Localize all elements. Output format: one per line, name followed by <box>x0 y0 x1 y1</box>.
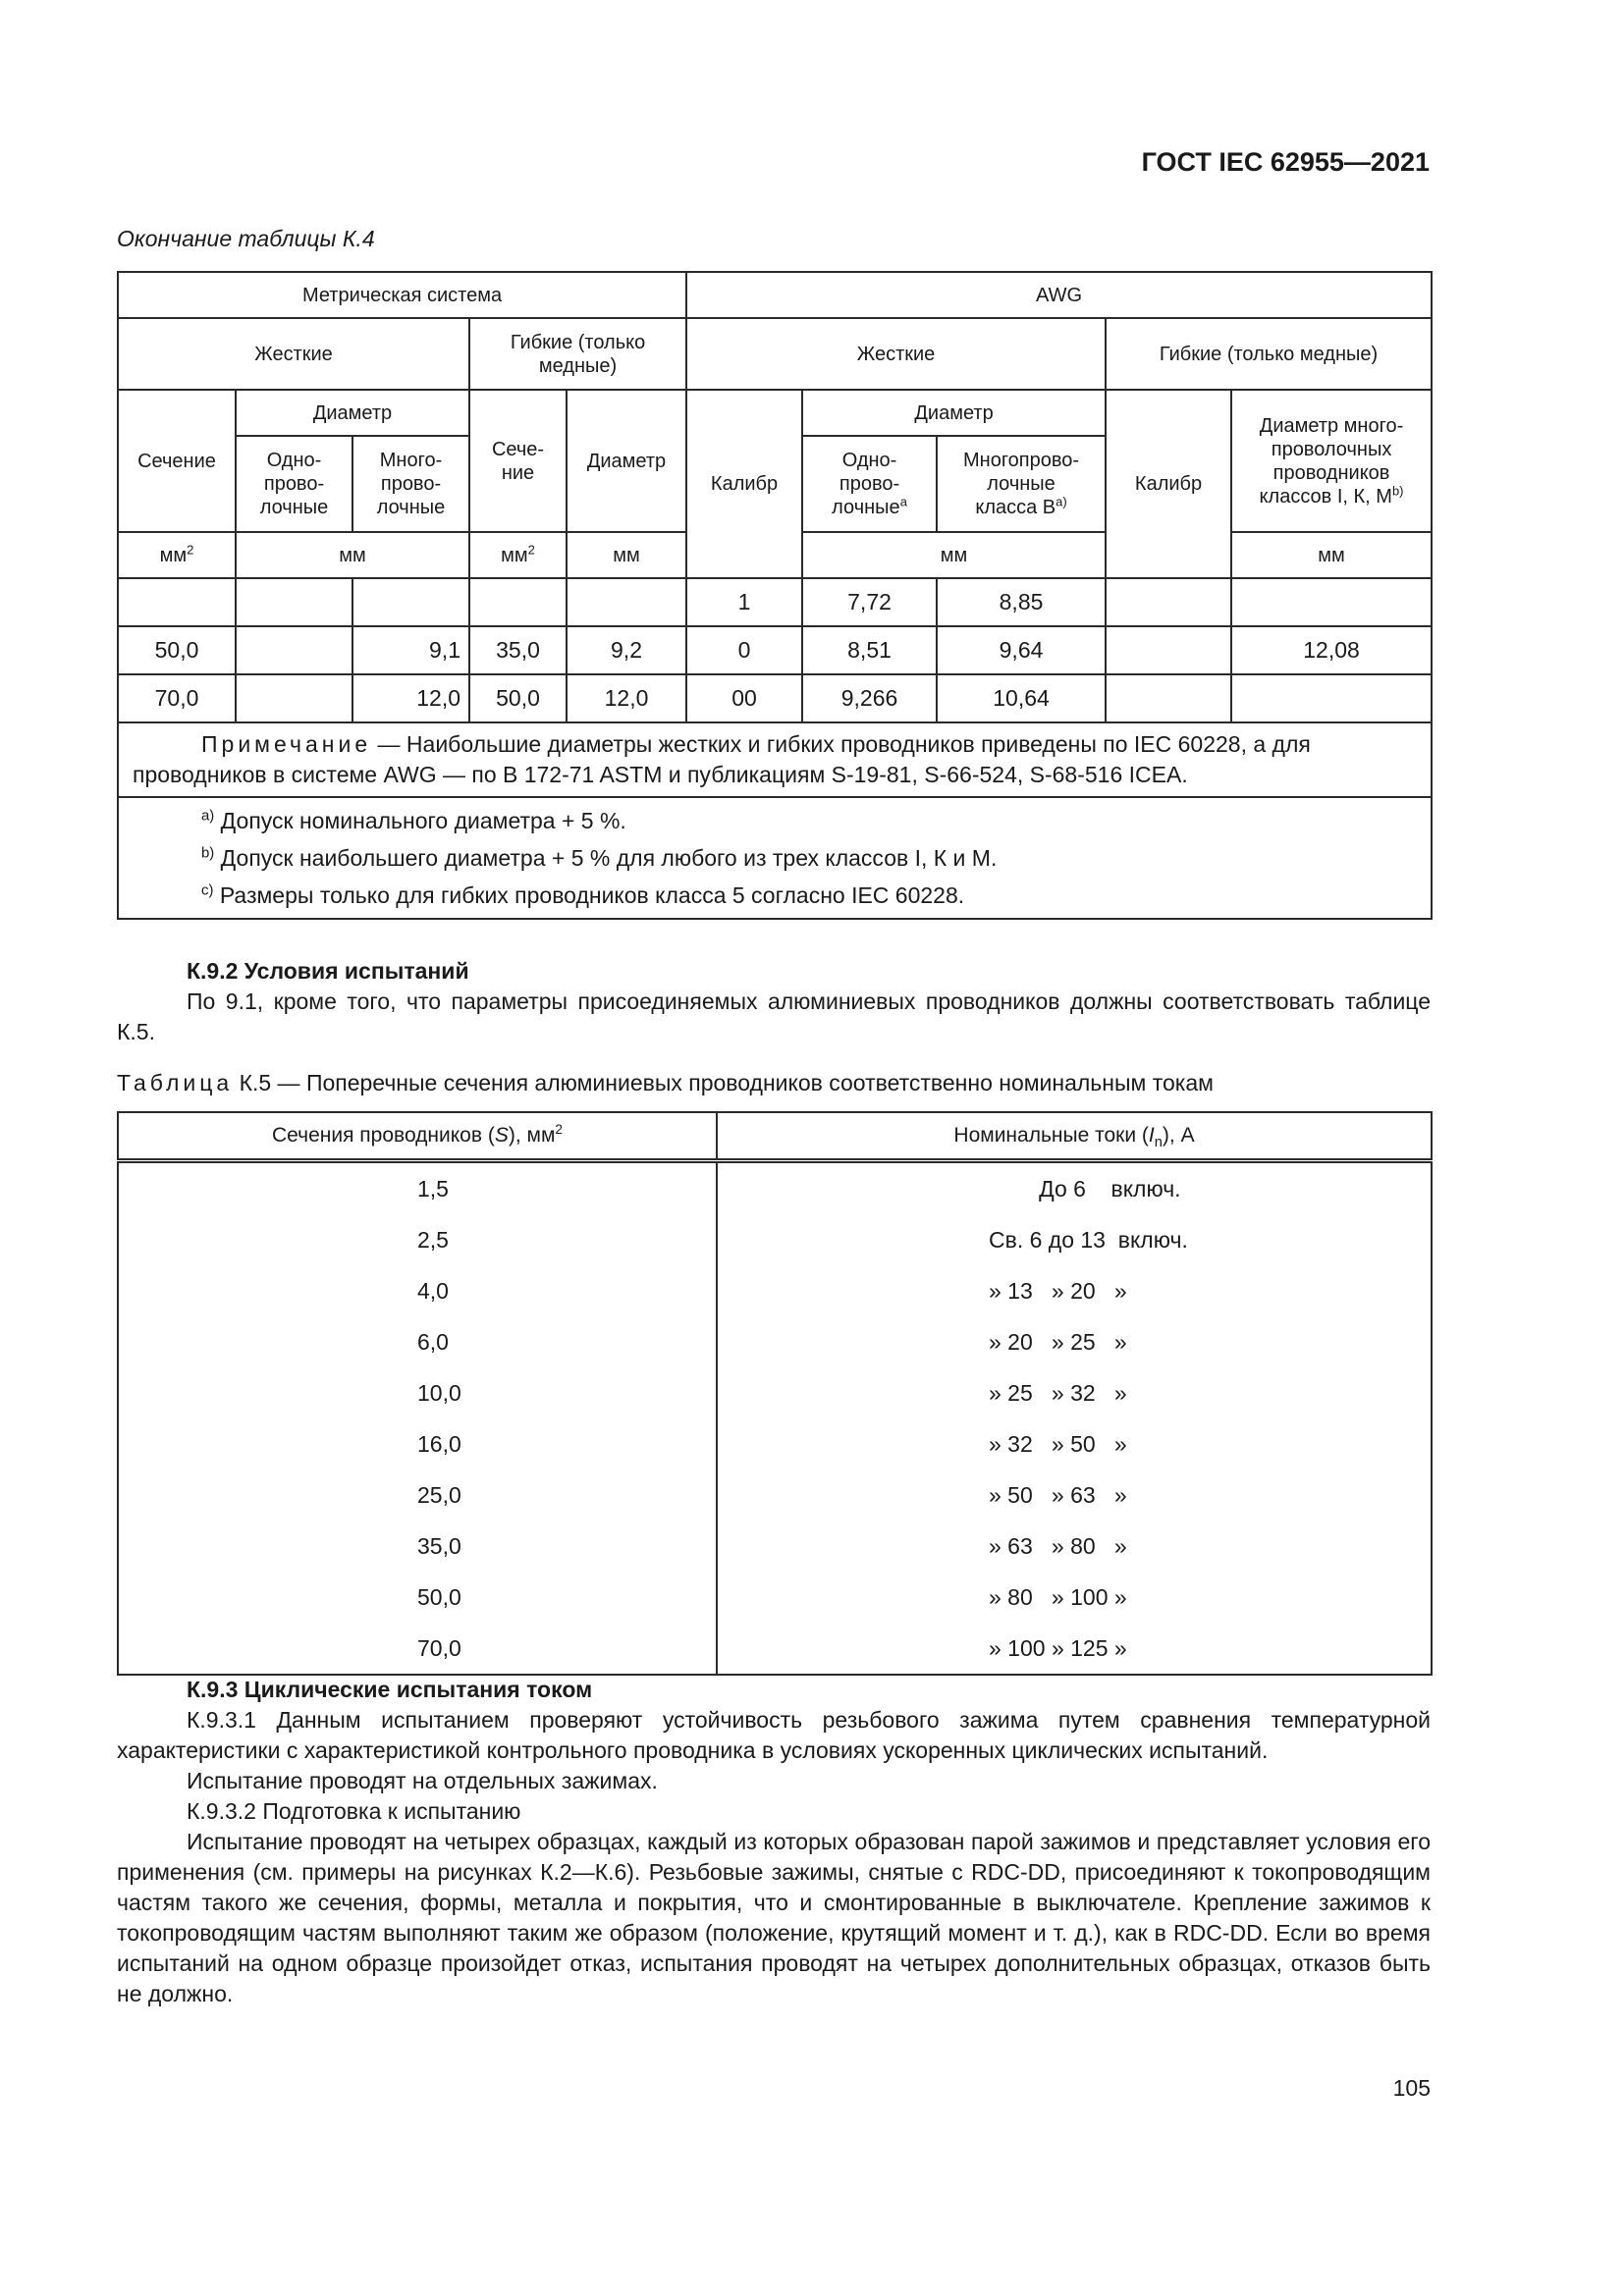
cell <box>1106 626 1231 674</box>
current-value: » 25 » 32 » <box>989 1379 1127 1406</box>
col-awg-diameter: Диаметр <box>802 390 1106 436</box>
rigid-awg: Жесткие <box>686 318 1106 390</box>
unit-mm: мм <box>567 532 686 578</box>
cell: 12,0 <box>352 674 469 722</box>
cell <box>352 578 469 626</box>
cell: 8,51 <box>802 626 937 674</box>
table-row: 4,0 » 13 » 20 » <box>118 1265 1432 1316</box>
cell: 12,0 <box>567 674 686 722</box>
page-number: 105 <box>1392 2075 1431 2101</box>
footnote: $^{a)}$ Допуск номинального диаметра + 5 %. <box>201 807 626 833</box>
flex-metric: Гибкие (только медные) <box>469 318 686 390</box>
paragraph: Испытание проводят на четырех образцах, каждый из которых образован парой зажимов и представляет условия его применения (см. примеры на рисунках К.2—К.6). Резьбовые зажимы, снятые с RDC-DD, присоединяют к токопроводящим частям такого же сечения, формы, металла и покрытия, что и смонтированные в выключателе. Крепление зажимов к токопроводящим частям выполняют таким же образом (положение, крутящий момент и т. д.), как в RDC-DD. Если во время испытаний на одном образце произойдет отказ, испытания проводят на четырех дополнительных образцах, отказов быть не должно. <box>117 1829 1431 2006</box>
cell: 50,0 <box>118 626 236 674</box>
table-row: 2,5 Св. 6 до 13 включ. <box>118 1214 1432 1265</box>
group-awg: AWG <box>686 272 1432 318</box>
cell: 8,85 <box>937 578 1106 626</box>
current-value: » 50 » 63 » <box>989 1481 1127 1508</box>
table-row <box>118 626 1432 674</box>
cell: 9,266 <box>802 674 937 722</box>
table-k4 <box>117 271 1433 920</box>
table-k5 <box>117 1111 1433 1676</box>
col-diameter: Диаметр <box>236 390 469 436</box>
cell: 9,64 <box>937 626 1106 674</box>
footnote: $^{b)}$ Допуск наибольшего диаметра + 5 % для любого из трех классов I, К и М. <box>201 844 998 871</box>
current-value: До 6 включ. <box>989 1175 1181 1201</box>
cell: 10,64 <box>937 674 1106 722</box>
cell <box>469 578 567 626</box>
table-row: 6,0 » 20 » 25 » <box>118 1316 1432 1367</box>
cell: 1 <box>686 578 802 626</box>
cell <box>236 674 352 722</box>
col-awg-multi: Многопрово- лочные класса $В^{a)}$ <box>937 436 1106 532</box>
note-label: Примечание <box>201 731 372 757</box>
table-footnotes <box>118 797 1432 919</box>
flex-awg: Гибкие (только медные) <box>1106 318 1432 390</box>
note-text: — Наибольшие диаметры жестких и гибких проводников приведены по IEC 60228, а для проводников в системе AWG — по B 172-71 ASTM и публикациям S-19-81, S-66-524, S-68-516 ICEA. <box>133 731 1311 787</box>
cell <box>567 578 686 626</box>
table-row: 25,0 » 50 » 63 » <box>118 1469 1432 1521</box>
table-k4-caption: Окончание таблицы К.4 <box>117 226 375 251</box>
cell: 9,1 <box>352 626 469 674</box>
cell: 50,0 <box>469 674 567 722</box>
cell: 7,72 <box>802 578 937 626</box>
table-row: 10,0 » 25 » 32 » <box>118 1367 1432 1418</box>
table-row: 1,5 До 6 включ. <box>118 1161 1432 1215</box>
col-single: Одно- прово- лочные <box>236 436 352 532</box>
unit-mm2: $мм^2$ <box>469 532 567 578</box>
current-value: » 13 » 20 » <box>989 1277 1127 1304</box>
cell <box>118 578 236 626</box>
current-value: » 63 » 80 » <box>989 1532 1127 1559</box>
section-k93 <box>117 1675 1431 2009</box>
cell <box>236 626 352 674</box>
rigid-metric: Жесткие <box>118 318 469 390</box>
table-row: 16,0 » 32 » 50 » <box>118 1418 1432 1469</box>
col-header-current: Номинальные токи $(I_n)$, А <box>717 1112 1432 1161</box>
current-value: Св. 6 до 13 включ. <box>989 1226 1188 1253</box>
col-header-section: Сечения проводников (S), $мм^2$ <box>118 1112 717 1161</box>
unit-mm: мм <box>1231 532 1432 578</box>
cell: 70,0 <box>118 674 236 722</box>
table-k5-caption: Таблица К.5 — Поперечные сечения алюминиевых проводников соответственно номинальным токам <box>117 1070 1214 1095</box>
cell: 9,2 <box>567 626 686 674</box>
col-section: Сечение <box>118 390 236 532</box>
col-multi: Много- прово- лочные <box>352 436 469 532</box>
document-header: ГОСТ IEC 62955—2021 <box>1141 147 1430 177</box>
footnote: $^{c)}$ Размеры только для гибких проводников класса 5 согласно IEC 60228. <box>201 881 965 908</box>
col-awg-single: Одно- прово- лочные$^a$ <box>802 436 937 532</box>
paragraph: К.9.3.2 Подготовка к испытанию <box>187 1798 521 1824</box>
section-heading: К.9.2 Условия испытаний <box>187 958 469 984</box>
unit-mm: мм <box>802 532 1106 578</box>
current-value: » 32 » 50 » <box>989 1430 1127 1457</box>
cell: 12,08 <box>1231 626 1432 674</box>
paragraph: По 9.1, кроме того, что параметры присоединяемых алюминиевых проводников должны соответствовать таблице К.5. <box>117 988 1431 1044</box>
cell <box>1106 674 1231 722</box>
cell <box>1231 578 1432 626</box>
col-gauge: Калибр <box>686 390 802 578</box>
paragraph: К.9.3.1 Данным испытанием проверяют устойчивость резьбового зажима путем сравнения температурной характеристики с характеристикой контрольного проводника в условиях ускоренных циклических испытаний. <box>117 1707 1431 1763</box>
table-row <box>118 578 1432 626</box>
col-flex-section: Сече- ние <box>469 390 567 532</box>
cell <box>236 578 352 626</box>
unit-mm2: $мм^2$ <box>118 532 236 578</box>
section-k92 <box>117 956 1431 1047</box>
col-awg-flex-gauge: Калибр <box>1106 390 1231 578</box>
col-flex-diameter: Диаметр <box>567 390 686 532</box>
cell: 0 <box>686 626 802 674</box>
current-value: » 20 » 25 » <box>989 1328 1127 1355</box>
section-heading: К.9.3 Циклические испытания током <box>187 1677 593 1702</box>
group-metric: Метрическая система <box>118 272 686 318</box>
cell: 35,0 <box>469 626 567 674</box>
table-note <box>118 722 1432 797</box>
table-row: 35,0 » 63 » 80 » <box>118 1521 1432 1572</box>
paragraph: Испытание проводят на отдельных зажимах. <box>187 1768 658 1793</box>
col-awg-flex-diam: Диаметр много- проволочных проводников классов I, К, $М^{b)}$ <box>1231 390 1432 532</box>
cell <box>1106 578 1231 626</box>
table-row <box>118 674 1432 722</box>
unit-mm: мм <box>236 532 469 578</box>
table-row: 50,0 » 80 » 100 » <box>118 1572 1432 1623</box>
cell <box>1231 674 1432 722</box>
current-value: » 100 » 125 » <box>989 1634 1127 1661</box>
table-row: 70,0 » 100 » 125 » <box>118 1623 1432 1675</box>
cell: 00 <box>686 674 802 722</box>
current-value: » 80 » 100 » <box>989 1583 1127 1610</box>
